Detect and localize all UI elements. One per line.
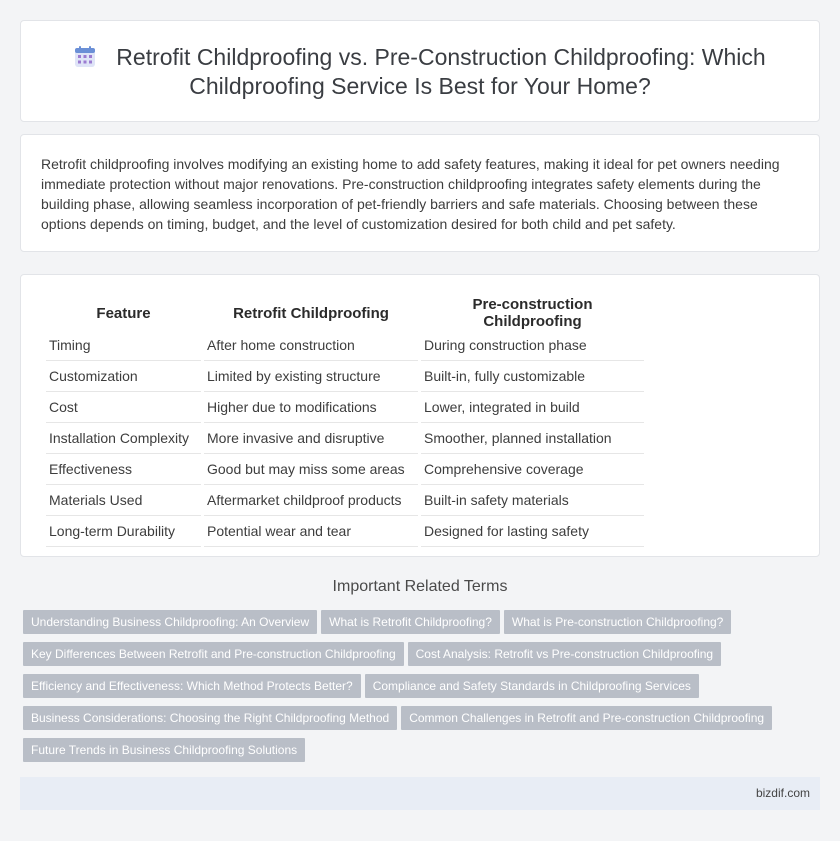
site-link[interactable]: bizdif.com <box>755 786 810 800</box>
footer-bar <box>20 777 820 810</box>
comparison-table <box>43 296 647 547</box>
related-term-tag[interactable]: Key Differences Between Retrofit and Pre-construction Childproofing <box>23 642 404 666</box>
related-terms-tags <box>23 610 813 770</box>
preconstruction-cell: Built-in safety materials <box>421 485 644 516</box>
related-term-tag[interactable]: Business Considerations: Choosing the Right Childproofing Method <box>23 706 397 730</box>
feature-cell: Timing <box>46 330 201 361</box>
preconstruction-cell: Lower, integrated in build <box>421 392 644 423</box>
retrofit-cell: More invasive and disruptive <box>204 423 418 454</box>
retrofit-cell: After home construction <box>204 330 418 361</box>
table-row <box>46 516 644 547</box>
retrofit-cell: Higher due to modifications <box>204 392 418 423</box>
related-term-tag[interactable]: Efficiency and Effectiveness: Which Method Protects Better? <box>23 674 361 698</box>
preconstruction-cell: Smoother, planned installation <box>421 423 644 454</box>
related-term-tag[interactable]: What is Retrofit Childproofing? <box>321 610 500 634</box>
table-row <box>46 392 644 423</box>
intro-card <box>20 134 820 252</box>
related-term-tag[interactable]: Cost Analysis: Retrofit vs Pre-construction Childproofing <box>408 642 721 666</box>
feature-cell: Materials Used <box>46 485 201 516</box>
table-header-row <box>46 296 644 330</box>
preconstruction-cell: During construction phase <box>421 330 644 361</box>
related-term-tag[interactable]: Common Challenges in Retrofit and Pre-construction Childproofing <box>401 706 772 730</box>
table-row <box>46 454 644 485</box>
feature-cell: Long-term Durability <box>46 516 201 547</box>
related-term-tag[interactable]: Future Trends in Business Childproofing Solutions <box>23 738 305 762</box>
table-row <box>46 423 644 454</box>
title-line-1: Retrofit Childproofing vs. Pre-Construction Childproofing: Which <box>116 44 766 70</box>
header-preconstruction: Pre-construction Childproofing <box>472 296 593 330</box>
retrofit-cell: Good but may miss some areas <box>204 454 418 485</box>
retrofit-cell: Limited by existing structure <box>204 361 418 392</box>
header-card <box>20 20 820 122</box>
header-retrofit: Retrofit Childproofing <box>233 304 389 322</box>
feature-cell: Customization <box>46 361 201 392</box>
retrofit-cell: Aftermarket childproof products <box>204 485 418 516</box>
preconstruction-cell: Designed for lasting safety <box>421 516 644 547</box>
title-line-2: Childproofing Service Is Best for Your Home? <box>189 73 651 99</box>
feature-cell: Effectiveness <box>46 454 201 485</box>
related-term-tag[interactable]: What is Pre-construction Childproofing? <box>504 610 731 634</box>
table-row <box>46 361 644 392</box>
retrofit-cell: Potential wear and tear <box>204 516 418 547</box>
page-title <box>21 43 819 101</box>
intro-paragraph: Retrofit childproofing involves modifying an existing home to add safety features, making it ideal for pet owners needing immediate protection without major renovations. Pre-construction childproofing integrates safety elements during the building phase, allowing seamless incorporation of pet-friendly barriers and safe materials. Choosing between these options depends on timing, budget, and the level of customization desired for both child and pet safety. <box>41 156 780 232</box>
preconstruction-cell: Comprehensive coverage <box>421 454 644 485</box>
comparison-table-card <box>20 274 820 557</box>
preconstruction-cell: Built-in, fully customizable <box>421 361 644 392</box>
table-row <box>46 330 644 361</box>
feature-cell: Cost <box>46 392 201 423</box>
table-row <box>46 485 644 516</box>
feature-cell: Installation Complexity <box>46 423 201 454</box>
related-terms-heading: Important Related Terms <box>332 578 508 595</box>
calendar-grid-icon <box>74 46 96 68</box>
related-term-tag[interactable]: Understanding Business Childproofing: An Overview <box>23 610 317 634</box>
header-feature: Feature <box>96 304 151 322</box>
related-term-tag[interactable]: Compliance and Safety Standards in Childproofing Services <box>365 674 699 698</box>
